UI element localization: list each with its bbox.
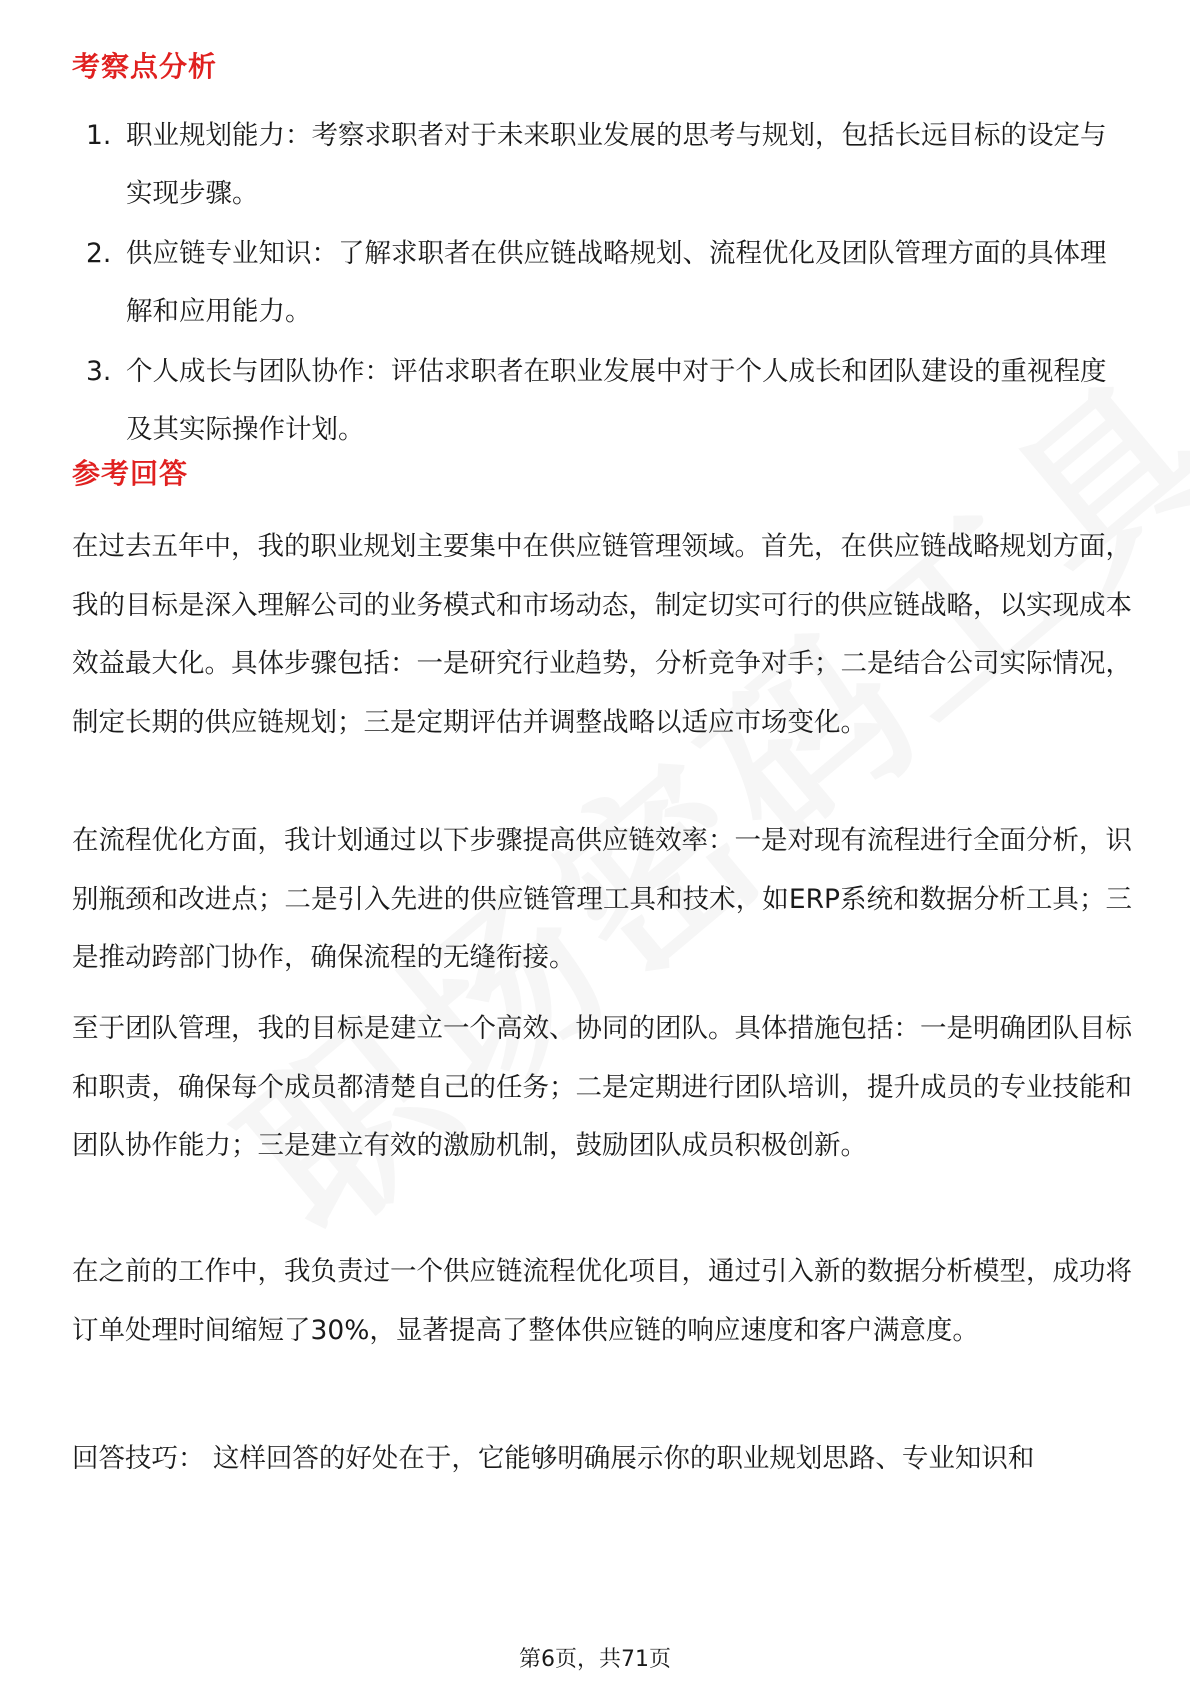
- answer-tips-paragraph: 回答技巧： 这样回答的好处在于，它能够明确展示你的职业规划思路、专业知识和: [72, 1443, 1035, 1474]
- section-heading-reference-answer: 参考回答: [72, 457, 189, 490]
- list-item-number: 2.: [86, 238, 112, 269]
- answer-paragraph: 至于团队管理，我的目标是建立一个高效、协同的团队。具体措施包括：一是明确团队目标和职责，确保每个成员都清楚自己的任务；二是定期进行团队培训，提升成员的专业技能和团队协作能力；三是建立有效的激励机制，鼓励团队成员积极创新。: [72, 1013, 1132, 1161]
- list-item-number: 1.: [86, 120, 112, 151]
- list-item-text: 个人成长与团队协作：评估求职者在职业发展中对于个人成长和团队建设的重视程度及其实际操作计划。: [126, 356, 1107, 445]
- answer-paragraph: 在流程优化方面，我计划通过以下步骤提高供应链效率：一是对现有流程进行全面分析，识别瓶颈和改进点；二是引入先进的供应链管理工具和技术，如ERP系统和数据分析工具；三是推动跨部门协作，确保流程的无缝衔接。: [72, 825, 1132, 973]
- section-heading-analysis: 考察点分析: [72, 50, 218, 83]
- list-item: [72, 225, 1132, 341]
- analysis-list: [72, 107, 1132, 461]
- page-number: 第6页，共71页: [519, 1647, 671, 1672]
- list-item-text: 供应链专业知识：了解求职者在供应链战略规划、流程优化及团队管理方面的具体理解和应用能力。: [126, 238, 1107, 327]
- answer-paragraph: 在过去五年中，我的职业规划主要集中在供应链管理领域。首先，在供应链战略规划方面，我的目标是深入理解公司的业务模式和市场动态，制定切实可行的供应链战略，以实现成本效益最大化。具体步骤包括：一是研究行业趋势，分析竞争对手；二是结合公司实际情况，制定长期的供应链规划；三是定期评估并调整战略以适应市场变化。: [72, 531, 1132, 738]
- list-item-number: 3.: [86, 356, 112, 387]
- list-item: [72, 343, 1132, 459]
- list-item-text: 职业规划能力：考察求职者对于未来职业发展的思考与规划，包括长远目标的设定与实现步骤。: [126, 120, 1107, 209]
- answer-paragraph: 在之前的工作中，我负责过一个供应链流程优化项目，通过引入新的数据分析模型，成功将订单处理时间缩短了30%，显著提高了整体供应链的响应速度和客户满意度。: [72, 1256, 1132, 1346]
- list-item: [72, 107, 1132, 223]
